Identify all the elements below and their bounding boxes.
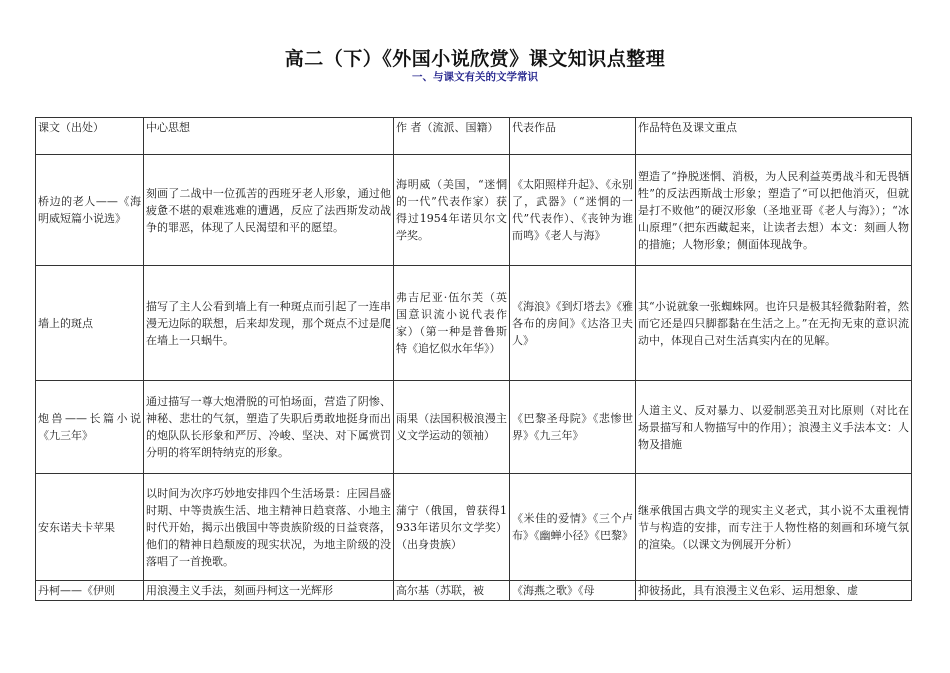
- cell-author-content: 高尔基（苏联，被: [396, 584, 484, 597]
- table-header-row: [36, 118, 912, 155]
- cell-text: [36, 581, 144, 601]
- table-row: [36, 155, 912, 266]
- cell-theme: 以时间为次序巧妙地安排四个生活场景：庄园昌盛时期、中等贵族生活、地主精神日趋衰落、小地主时代开始，揭示出俄国中等贵族阶级的日益衰落，他们的精神日趋颓废的现实状况，为地主阶级的没落唱了一首挽歌。: [144, 474, 394, 581]
- cell-features: 人道主义、反对暴力、以爱制恶美丑对比原则（对比在场景描写和人物描写中的作用）；浪漫主义手法本文：人物及措施: [636, 381, 912, 474]
- page-title: 高二（下）《外国小说欣赏》课文知识点整理: [284, 48, 666, 70]
- cell-theme: 刻画了二战中一位孤苦的西班牙老人形象，通过他疲惫不堪的艰难逃难的遭遇，反应了法西斯发动战争的罪恶，体现了人民渴望和平的愿望。: [144, 155, 394, 266]
- cell-author: [394, 581, 510, 601]
- cell-author: 雨果（法国积极浪漫主义文学运动的领袖）: [394, 381, 510, 474]
- cell-text: 安东诺夫卡苹果: [36, 474, 144, 581]
- cell-features-content: 抑彼扬此，具有浪漫主义色彩、运用想象、虚: [638, 584, 858, 597]
- cell-text: 桥边的老人——《海明威短篇小说选》: [36, 155, 144, 266]
- section-subtitle: 一、与课文有关的文学常识: [412, 71, 538, 83]
- cell-works: [510, 581, 636, 601]
- cell-theme: 描写了主人公看到墙上有一种斑点而引起了一连串漫无边际的联想，后来却发现，那个斑点不过是爬在墙上一只蜗牛。: [144, 266, 394, 381]
- cell-features: 继承俄国古典文学的现实主义老式，其小说不太重视情节与构造的安排，而专注于人物性格的刻画和环境气氛的渲染。（以课文为例展开分析）: [636, 474, 912, 581]
- header-author: 作 者（流派、国籍）: [394, 118, 510, 155]
- cell-works-content: 《海燕之歌》《母: [512, 584, 595, 597]
- cell-text: 炮兽——长篇小说《九三年》: [36, 381, 144, 474]
- header-theme: 中心思想: [144, 118, 394, 155]
- header-text: 课文（出处）: [36, 118, 144, 155]
- cell-theme: [144, 581, 394, 601]
- table-row: [36, 581, 912, 601]
- cell-text: 墙上的斑点: [36, 266, 144, 381]
- cell-theme: 通过描写一尊大炮滑脱的可怕场面，营造了阴惨、神秘、悲壮的气氛，塑造了失职后勇敢地挺身而出的炮队队长形象和严厉、冷峻、坚决、对下属赏罚分明的将军朗特纳克的形象。: [144, 381, 394, 474]
- cell-features: [636, 581, 912, 601]
- header-features: 作品特色及课文重点: [636, 118, 912, 155]
- knowledge-table: [35, 117, 912, 601]
- cell-author: 蒲宁（俄国，曾获得1933年诺贝尔文学奖）（出身贵族）: [394, 474, 510, 581]
- cell-author: 弗吉尼亚·伍尔芙（英国意识流小说代表作家）（第一种是普鲁斯特《追忆似水年华》）: [394, 266, 510, 381]
- cell-text-content: 丹柯——《伊则: [38, 584, 115, 597]
- cell-works: 《海浪》《到灯塔去》《雅各布的房间》《达洛卫夫人》: [510, 266, 636, 381]
- cell-works: 《太阳照样升起》、《永别了，武器》（“迷惘的一代”代表作）、《丧钟为谁而鸣》《老人与海》: [510, 155, 636, 266]
- cell-theme-content: 用浪漫主义手法，刻画丹柯这一光辉形: [146, 584, 333, 597]
- table-row: [36, 474, 912, 581]
- cell-features: 其“小说就象一张蜘蛛网。也许只是极其轻微黏附着，然而它还是四只脚都黏在生活之上。”在无拘无束的意识流动中，体现自己对生活真实内在的见解。: [636, 266, 912, 381]
- header-works: 代表作品: [510, 118, 636, 155]
- cell-works: 《巴黎圣母院》《悲惨世界》《九三年》: [510, 381, 636, 474]
- cell-features: 塑造了“挣脱迷惘、消极，为人民利益英勇战斗和无畏牺牲”的反法西斯战士形象；塑造了“可以把他消灭，但就是打不败他”的硬汉形象（圣地亚哥《老人与海》）；“冰山原理”（把东西藏起来，让读者去想）本文：刻画人物的措施；人物形象；侧面体现战争。: [636, 155, 912, 266]
- table-row: [36, 266, 912, 381]
- cell-works: 《米佳的爱情》《三个卢布》《幽蝉小径》《巴黎》: [510, 474, 636, 581]
- cell-author: 海明威（美国，“迷惘的一代”代表作家）获得过1954年诺贝尔文学奖。: [394, 155, 510, 266]
- table-row: [36, 381, 912, 474]
